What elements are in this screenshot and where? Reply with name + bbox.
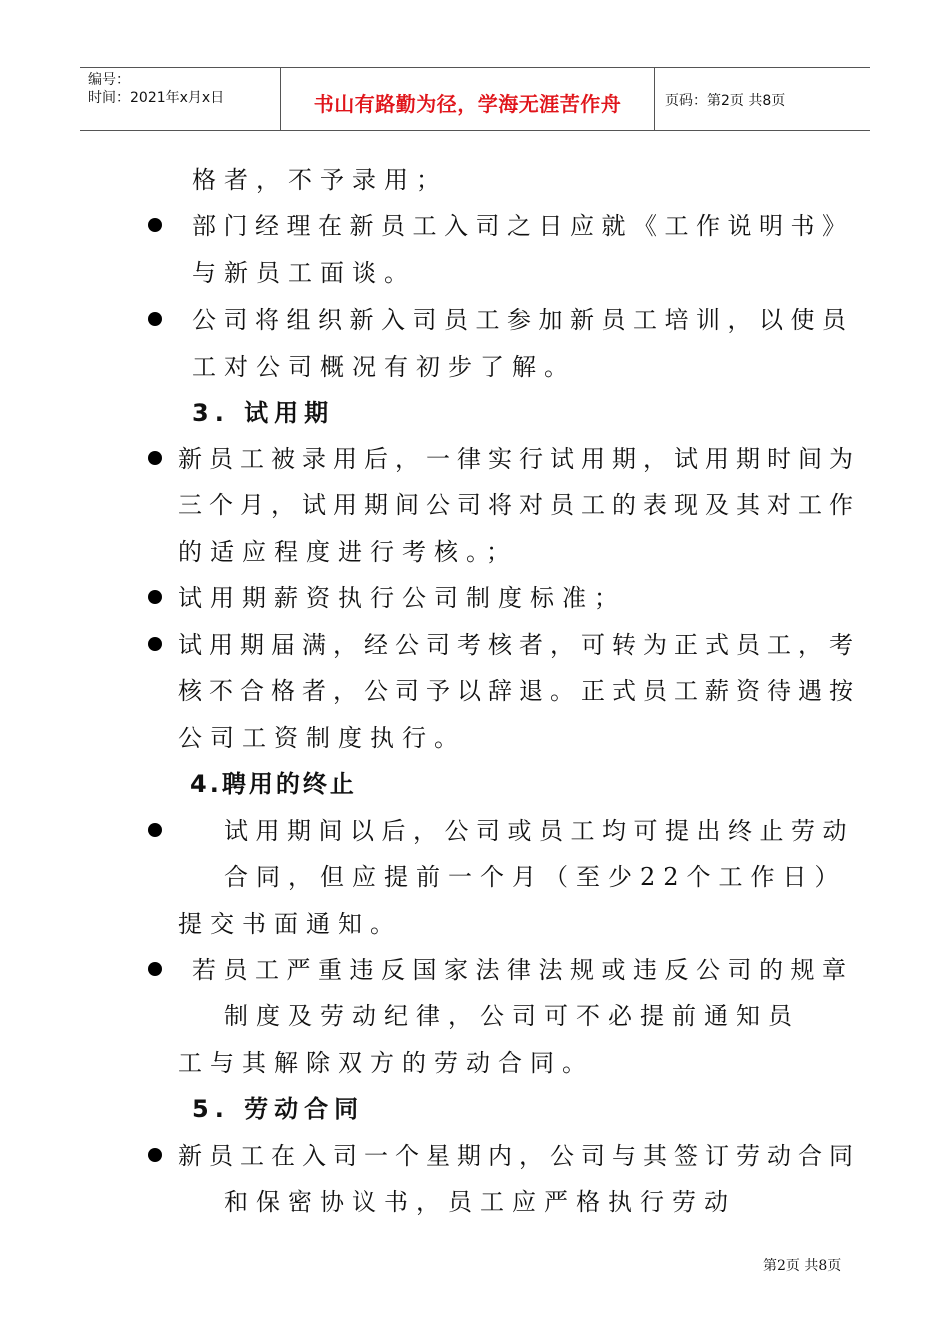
text-line: 试用期间以后，公司或员工均可提出终止劳动 — [224, 817, 854, 845]
bullet-icon — [148, 637, 162, 651]
text-line: 若员工严重违反国家法律法规或违反公司的规章 — [192, 956, 854, 984]
bullet-icon — [148, 312, 162, 326]
time-label: 时间：2021年x月x日 — [88, 90, 225, 106]
text-line: 的适应程度进行考核。； — [178, 538, 518, 566]
header-motto-cell — [280, 68, 655, 130]
header-meta-cell — [80, 68, 280, 130]
text-line: 制度及劳动纪律，公司可不必提前通知员 — [224, 1002, 800, 1030]
text-line: 提交书面通知。 — [178, 910, 402, 938]
bullet-icon — [148, 218, 162, 232]
text-line: 试用期薪资执行公司制度标准； — [178, 584, 626, 612]
text-line: 合同，但应提前一个月（至少22个工作日） — [224, 863, 847, 891]
text-line: 和保密协议书，员工应严格执行劳动 — [224, 1188, 736, 1216]
text-line: 与新员工面谈。 — [192, 259, 416, 287]
text-line: 格者，不予录用； — [192, 166, 448, 194]
text-line: 核不合格者，公司予以辞退。正式员工薪资待遇按 — [178, 677, 860, 705]
bullet-icon — [148, 590, 162, 604]
text-line: 新员工在入司一个星期内，公司与其签订劳动合同 — [178, 1142, 860, 1170]
header-motto: 书山有路勤为径，学海无涯苦作舟 — [313, 92, 622, 116]
text-line: 部门经理在新员工入司之日应就《工作说明书》 — [192, 212, 854, 240]
text-line: 新员工被录用后，一律实行试用期，试用期时间为 — [178, 445, 860, 473]
text-line: 工对公司概况有初步了解。 — [192, 353, 576, 381]
bullet-icon — [148, 1148, 162, 1162]
text-line: 工与其解除双方的劳动合同。 — [178, 1049, 594, 1077]
serial-number-label: 编号： — [88, 72, 130, 88]
bullet-icon — [148, 962, 162, 976]
section-heading: 3. 试用期 — [192, 399, 335, 427]
text-line: 试用期届满，经公司考核者，可转为正式员工，考 — [178, 631, 860, 659]
bullet-icon — [148, 451, 162, 465]
section-heading: 4.聘用的终止 — [190, 770, 357, 798]
text-line: 公司工资制度执行。 — [178, 724, 466, 752]
text-line: 公司将组织新入司员工参加新员工培训，以使员 — [192, 306, 854, 334]
section-heading: 5. 劳动合同 — [192, 1095, 365, 1123]
bullet-icon — [148, 823, 162, 837]
text-line: 三个月，试用期间公司将对员工的表现及其对工作 — [178, 491, 860, 519]
footer-page-number: 第2页 共8页 — [763, 1258, 842, 1274]
page-header — [80, 67, 870, 131]
header-page-number: 页码：第2页 共8页 — [665, 93, 786, 109]
